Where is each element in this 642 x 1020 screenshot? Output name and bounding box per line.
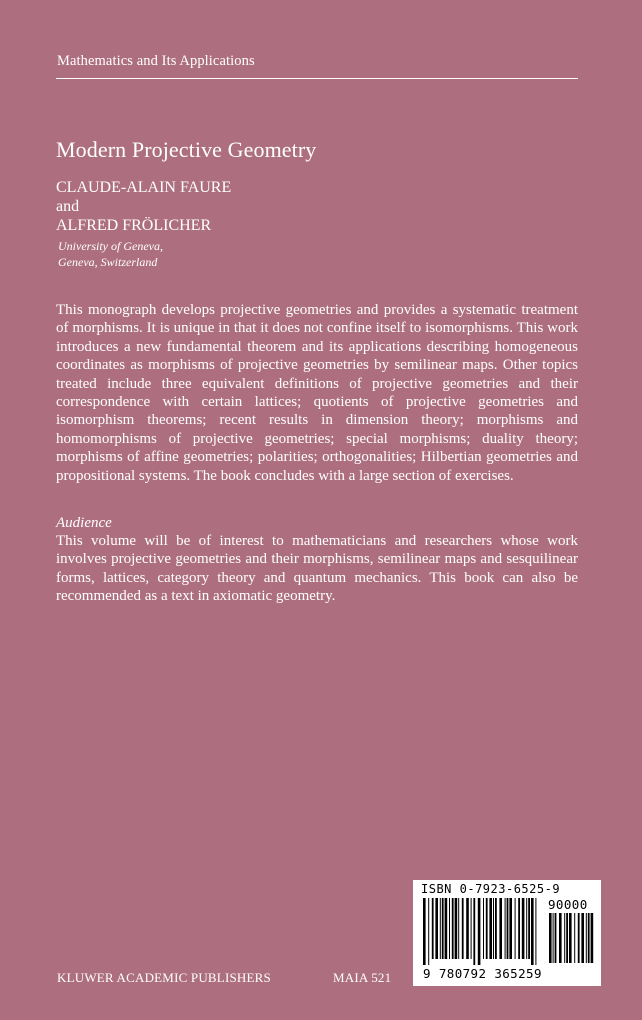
barcode-bar <box>531 898 534 965</box>
barcode-bar <box>574 913 575 963</box>
barcode-bar <box>428 898 429 965</box>
barcode-bar <box>478 898 481 965</box>
barcode-bar <box>569 913 572 963</box>
barcode-bar <box>483 898 484 959</box>
barcode-bar <box>442 898 444 959</box>
ean-digits: 9 780792 365259 <box>423 966 542 981</box>
book-description: This monograph develops projective geometries and provides a systematic treatment of morphisms. It is unique in that it does not confine itself to isomorphisms. This work introduces a new fundamental theorem and its applications describing homogeneous coordinates as morphisms of projective geometries by semilinear maps. Other topics treated include three equivalent definitions of projective geometries and their correspondence with certain lattices; quotients of projective geometries and isomorphism theorems; recent results in dimension theory; morphisms and homomorphisms of projective geometries; special morphisms; duality theory; morphisms of affine geometries; polarities; orthogonalities; Hilbertian geometries and propositional systems. The book concludes with a large section of exercises. <box>56 302 578 484</box>
barcode-bar <box>432 898 434 959</box>
barcode-bar <box>449 898 450 959</box>
publisher-name: KLUWER ACADEMIC PUBLISHERS <box>57 970 271 985</box>
barcode-bar <box>564 913 565 963</box>
barcode-bar <box>578 913 580 963</box>
barcode-bar <box>559 913 562 963</box>
barcode-bar <box>445 898 448 959</box>
series-name: Mathematics and Its Applications <box>57 53 255 69</box>
barcode-bar <box>466 898 469 959</box>
barcode-bar <box>586 913 587 963</box>
barcode-bar <box>522 898 525 959</box>
barcode-bar <box>435 898 438 959</box>
barcode-bar <box>499 898 502 959</box>
barcode-bar <box>493 898 494 959</box>
barcode-bar <box>528 898 530 959</box>
book-title: Modern Projective Geometry <box>56 137 317 162</box>
addon-digits: 90000 <box>548 897 588 912</box>
barcode-bar <box>566 913 568 963</box>
barcode-bar <box>526 898 527 959</box>
series-rule <box>56 78 578 79</box>
barcode-bar <box>452 898 454 959</box>
barcode-bar <box>535 898 536 965</box>
barcode-bar <box>549 913 552 963</box>
authors-block <box>56 178 231 235</box>
barcode-main-bars <box>423 898 539 965</box>
author-1: CLAUDE-ALAIN FAURE <box>56 179 232 196</box>
isbn-label: ISBN 0-7923-6525-9 <box>421 882 561 896</box>
barcode-bar <box>553 913 554 963</box>
barcode-bar <box>423 898 426 965</box>
barcode-bar <box>588 913 590 963</box>
barcode-bar <box>505 898 506 959</box>
barcode-bar <box>486 898 488 959</box>
barcode-bar <box>473 898 475 965</box>
audience-label: Audience <box>56 515 112 531</box>
affiliation-line-2: Geneva, Switzerland <box>58 255 158 269</box>
barcode-bar <box>455 898 458 959</box>
barcode-bar <box>462 898 464 959</box>
barcode-bar <box>507 898 509 959</box>
barcode-bar <box>515 898 516 959</box>
barcode-box <box>413 880 601 986</box>
barcode-bar <box>591 913 594 963</box>
author-2: ALFRED FRÖLICHER <box>56 217 212 234</box>
barcode-bar <box>581 913 584 963</box>
series-code: MAIA 521 <box>333 970 392 985</box>
barcode-bar <box>555 913 557 963</box>
barcode-bar <box>471 898 472 959</box>
affiliation-line-1: University of Geneva, <box>58 239 163 253</box>
barcode-addon-bars <box>549 913 595 969</box>
audience-text: This volume will be of interest to mathematicians and researchers whose work involves projective geometries and their morphisms, semilinear maps and sesquilinear forms, lattices, category theory and quantum mechanics. This book can also be recommended as a text in axiomatic geometry. <box>56 533 578 605</box>
barcode-bar <box>489 898 492 959</box>
barcode-bar <box>509 898 512 959</box>
barcode-bar <box>440 898 441 959</box>
barcode-bar <box>518 898 520 959</box>
barcode-bar <box>458 898 459 959</box>
barcode-bar <box>495 898 497 959</box>
affiliation <box>58 238 163 270</box>
author-conjunction: and <box>56 198 80 215</box>
